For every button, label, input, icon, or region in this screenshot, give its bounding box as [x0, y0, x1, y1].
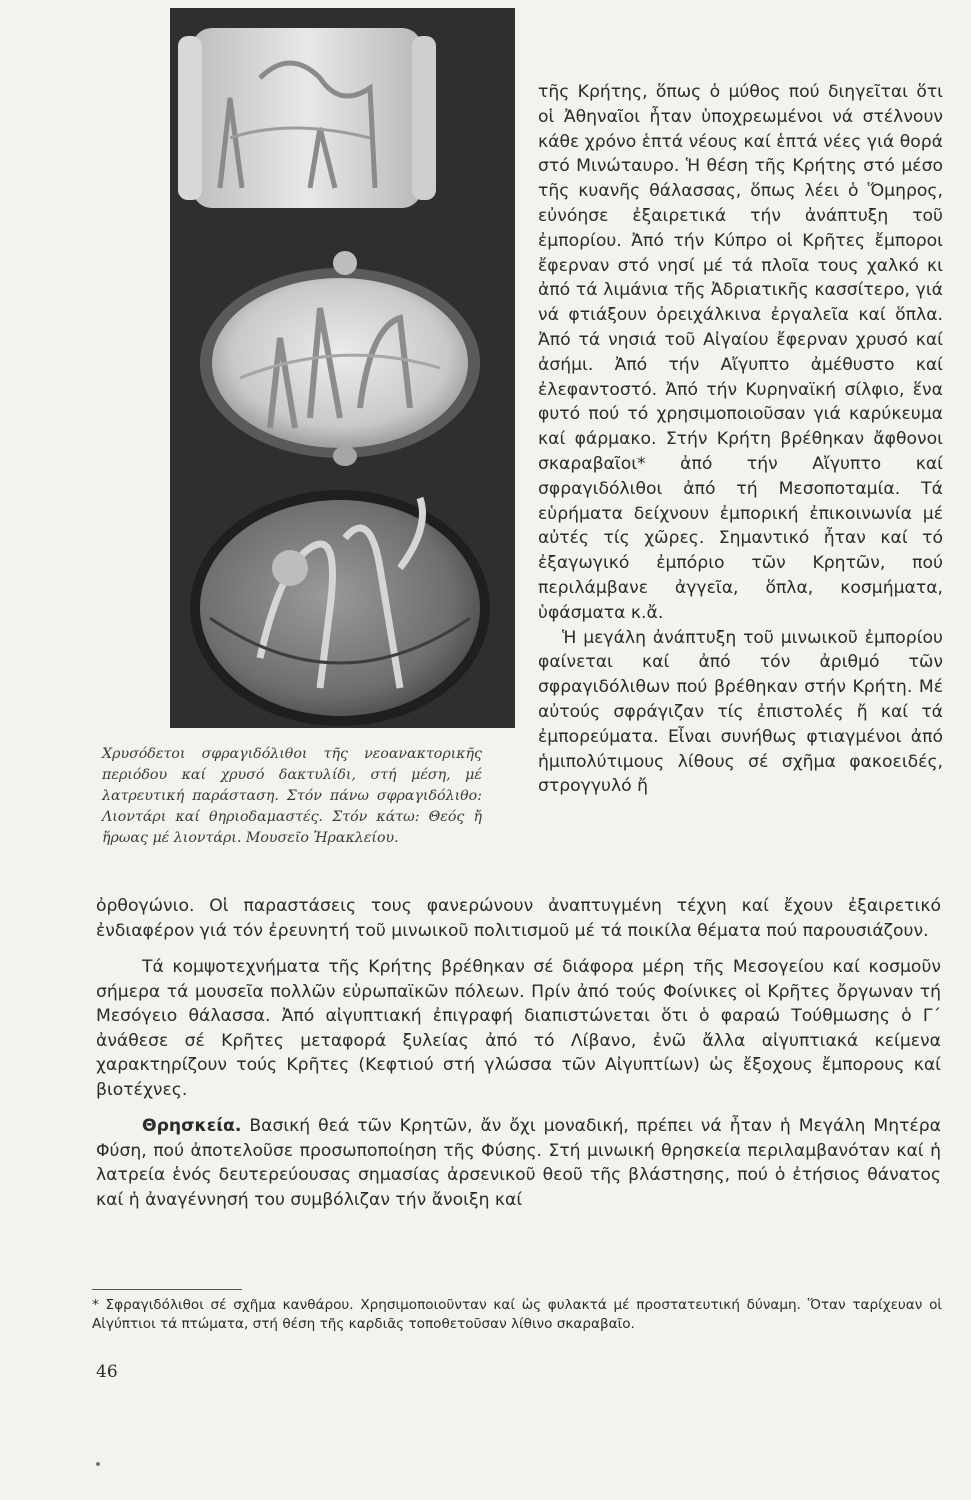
paragraph-religion [96, 1114, 941, 1212]
footnote: * Σφραγιδόλιθοι σέ σχῆμα κανθάρου. Χρησιμοποιοῦνταν καί ὡς φυλακτά μέ προστατευτική δύναμη. Ὅταν ταρίχευαν οἱ Αἰγύπτιοι τά πτώματα, στή θέση τῆς καρδιᾶς τοποθετοῦσαν λίθινο σκαραβαῖο. [92, 1297, 942, 1332]
right-text-column [538, 80, 943, 799]
seal-stones-photograph [170, 8, 515, 728]
paragraph-seals: Ἡ μεγάλη ἀνάπτυξη τοῦ μινωικοῦ ἐμπορίου φαίνεται καί ἀπό τόν ἀριθμό τῶν σφραγιδόλιθων πού βρέθηκαν στήν Κρήτη. Μέ αὐτούς σφράγιζαν τίς ἐπιστολές ἤ καί τά ἐμπορεύματα. Εἶναι συνήθως φτιαγμένοι ἀπό ἡμιπολύτιμους λίθους σέ σχῆμα φακοειδές, στρογγυλό ἤ [538, 627, 943, 797]
paragraph-trade: τῆς Κρήτης, ὅπως ὁ μύθος πού διηγεῖται ὅτι οἱ Ἀθηναῖοι ἦταν ὑποχρεωμένοι νά στέλνουν κάθε χρόνο ἑπτά νέους καί ἑπτά νέες γιά θορά στό Μινώταυρο. Ἡ θέση τῆς Κρήτης στό μέσο τῆς κυανῆς θάλασσας, ὅπως λέει ὁ Ὅμηρος, εὐνόησε ἐξαιρετικά τήν ἀνάπτυξη τοῦ ἐμπορίου. Ἀπό τήν Κύπρο οἱ Κρῆτες ἔμποροι ἔφερναν στό νησί μέ τά πλοῖα τους χαλκό κι ἀπό τά λιμάνια τῆς Ἀδριατικῆς κασσίτερο, γιά νά φτιάξουν ὀρειχάλκινα ἐργαλεῖα καί ὅπλα. Ἀπό τά νησιά τοῦ Αἰγαίου ἔφερναν χρυσό καί ἀσήμι. Ἀπό τήν Αἴγυπτο ἀμέθυστο καί ἐλεφαντοστό. Ἀπό τήν Κυρηναϊκή σίλφιο, ἕνα φυτό πού τό χρησιμοποιοῦσαν γιά καρύκευμα καί φάρμακο. Στήν Κρήτη βρέθηκαν ἄφθονοι σκαραβαῖοι* ἀπό τήν Αἴγυπτο καί σφραγιδόλιθοι ἀπό τή Μεσοποταμία. Τά εὑρήματα δείχνουν ἐμπορική ἐπικοινωνία μέ αὐτές τίς χῶρες. Σημαντικό ἦταν καί τό ἐξαγωγικό ἐμπόριο τῶν Κρητῶν, πού περιλάμβανε ἀγγεῖα, ὅπλα, κοσμήματα, ὑφάσματα κ.ἄ. [538, 82, 943, 623]
photo-caption: Χρυσόδετοι σφραγιδόλιθοι τῆς νεοανακτορικῆς περιόδου καί χρυσό δακτυλίδι, στή μέση, μέ λατρευτική παράσταση. Στόν πάνω σφραγιδόλιθο: Λιοντάρι καί θηριοδαμαστές. Στόν κάτω: Θεός ἤ ἥρωας μέ λιοντάρι. Μουσεῖο Ἡρακλείου. [102, 746, 482, 846]
scan-speck [96, 1462, 100, 1466]
religion-text: Βασική θεά τῶν Κρητῶν, ἄν ὄχι μοναδική, πρέπει νά ἦταν ἡ Μεγάλη Μητέρα Φύση, πού ἀποτελοῦσε προσωποποίηση τῆς Φύσης. Στή μινωική θρησκεία περιλαμβανόταν καί ἡ λατρεία ἑνός δευτερεύουσας σημασίας ἀρσενικοῦ θεοῦ τῆς βλάστησης, πού ὁ ἐτήσιος θάνατος καί ἡ ἀναγέννησή του συμβόλιζαν τήν ἄνοιξη καί [96, 1116, 941, 1210]
full-width-text [96, 894, 941, 1212]
cylinder-seal-image [178, 28, 436, 208]
photograph-artwork [170, 8, 515, 728]
page-number: 46 [96, 1362, 118, 1382]
paragraph-craftsmanship: Τά κομψοτεχνήματα τῆς Κρήτης βρέθηκαν σέ διάφορα μέρη τῆς Μεσογείου καί κοσμοῦν σήμερα τά μουσεῖα πολλῶν εὐρωπαϊκῶν πόλεων. Πρίν ἀπό τούς Φοίνικες οἱ Κρῆτες ὄργωναν τή Μεσόγειο θάλασσα. Ἀπό αἰγυπτιακή ἐπιγραφή διαπιστώνεται ὅτι ὁ φαραώ Τούθμωσης ὁ Γ΄ ἀνάθεσε σέ Κρῆτες μεταφορά ξυλείας ἀπό τό Λίβανο, ἐνῶ ἄλλα αἰγυπτιακά κείμενα χαρακτηρίζουν τούς Κρῆτες (Κεφτιού στή γλώσσα τῶν Αἰγυπτίων) ὡς ἔξοχους ἔμπορους καί βιοτέχνες. [96, 957, 941, 1100]
paragraph-continuation: ὀρθογώνιο. Οἱ παραστάσεις τους φανερώνουν ἀναπτυγμένη τέχνη καί ἔχουν ἐξαιρετικό ἐνδιαφέρον γιά τόν ἐρευνητή τοῦ μινωικοῦ πολιτισμοῦ μέ τά ποικίλα θέματα πού παρουσιάζουν. [96, 896, 941, 941]
lentoid-seal-image [190, 490, 490, 726]
section-heading-religion: Θρησκεία. [142, 1116, 242, 1136]
footnote-divider [92, 1289, 242, 1290]
